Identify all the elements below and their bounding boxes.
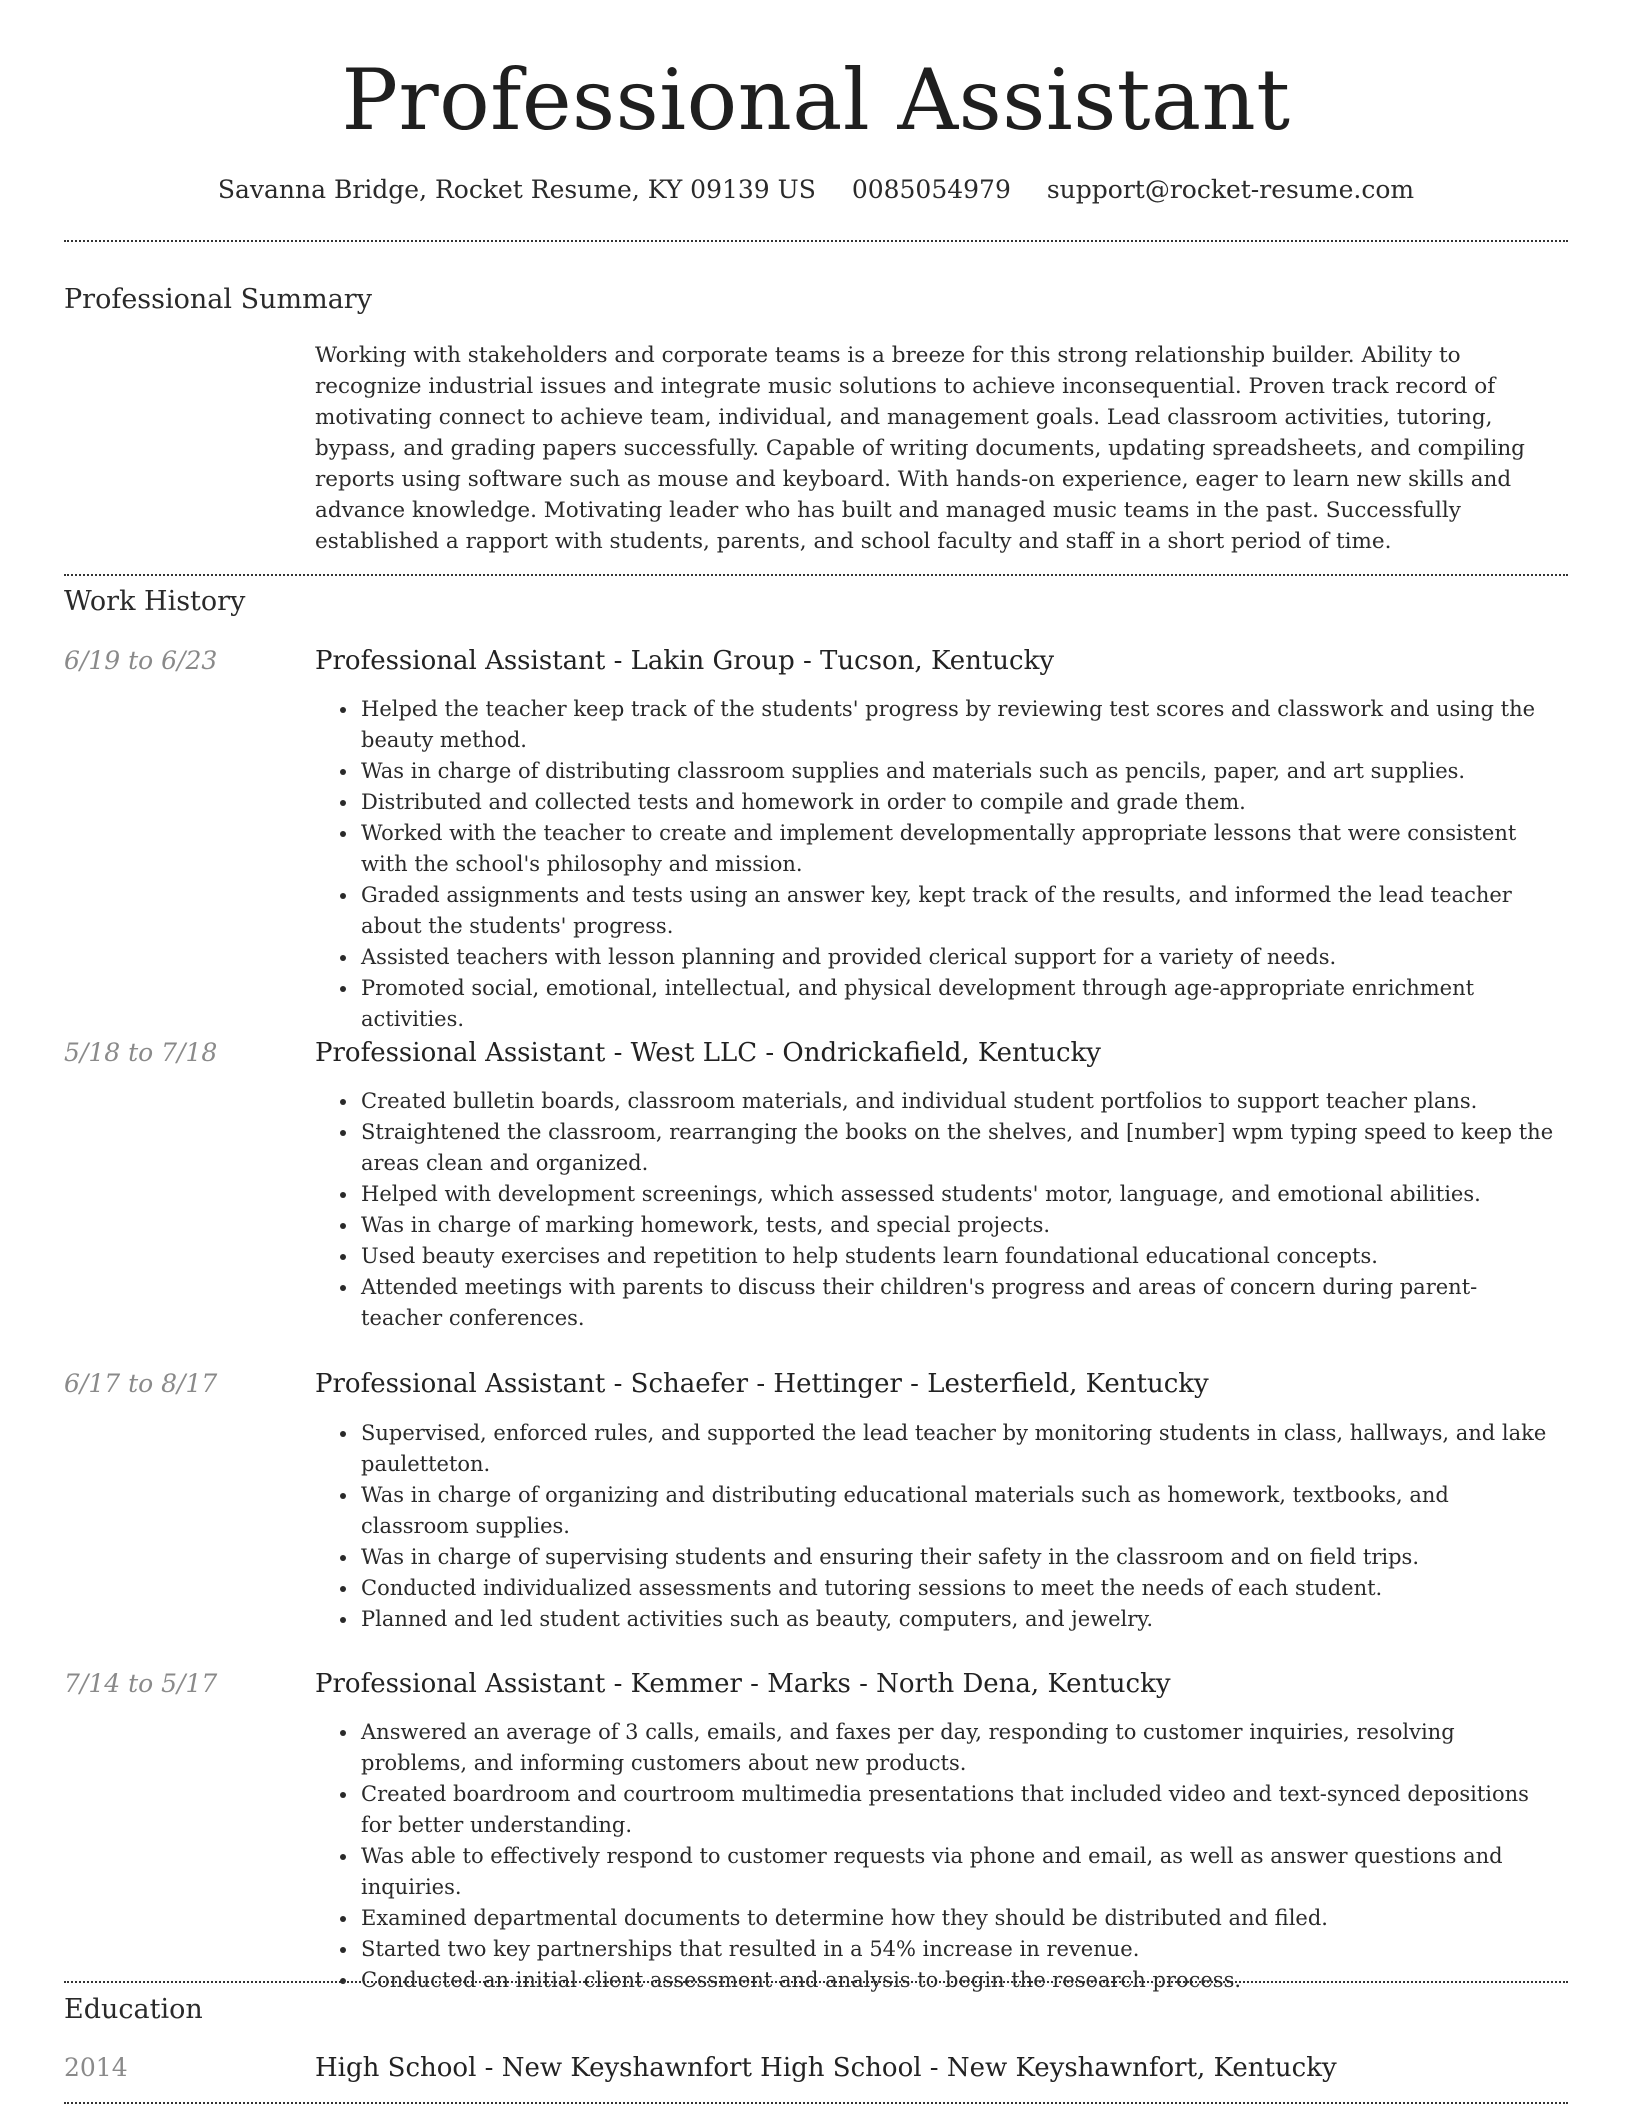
job-bullet: • Planned and led student activities such as beauty, computers, and jewelry. xyxy=(359,1604,1555,1635)
job-bullet: • Created bulletin boards, classroom materials, and individual student portfolios to support teacher plans. xyxy=(359,1086,1555,1117)
job-bullet: • Examined departmental documents to determine how they should be distributed and filed. xyxy=(359,1903,1555,1934)
job-bullet: • Supervised, enforced rules, and supported the lead teacher by monitoring students in class, hallways, and lake pauletteton. xyxy=(359,1418,1555,1480)
job-bullet: • Was able to effectively respond to customer requests via phone and email, as well as answer questions and inquiries. xyxy=(359,1841,1555,1903)
section-divider xyxy=(64,574,1568,576)
contact-phone: 0085054979 xyxy=(851,175,1011,204)
job-title: Professional Assistant - Kemmer - Marks - North Dena, Kentucky xyxy=(315,1669,1171,1699)
contact-line xyxy=(0,168,1632,212)
job-bullet-list xyxy=(315,1717,1555,1996)
job-bullet: • Was in charge of supervising students and ensuring their safety in the classroom and on field trips. xyxy=(359,1542,1555,1573)
job-bullet: • Answered an average of 3 calls, emails, and faxes per day, responding to customer inquiries, resolving problems, and informing customers about new products. xyxy=(359,1717,1555,1779)
contact-address: Savanna Bridge, Rocket Resume, KY 09139 US xyxy=(217,175,816,204)
job-bullet: • Graded assignments and tests using an answer key, kept track of the results, and informed the lead teacher about the students' progress. xyxy=(359,880,1555,942)
section-divider xyxy=(64,1981,1568,1983)
education-title: High School - New Keyshawnfort High School - New Keyshawnfort, Kentucky xyxy=(315,2053,1337,2083)
education-year: 2014 xyxy=(64,2053,128,2082)
job-bullet: • Was in charge of organizing and distributing educational materials such as homework, textbooks, and classroom supplies. xyxy=(359,1480,1555,1542)
contact-email: support@rocket-resume.com xyxy=(1046,175,1415,204)
summary-heading: Professional Summary xyxy=(64,284,372,315)
job-bullet: • Attended meetings with parents to discuss their children's progress and areas of concern during parent-teacher conferences. xyxy=(359,1272,1555,1334)
summary-text: Working with stakeholders and corporate teams is a breeze for this strong relationship builder. Ability to recognize industrial issues and integrate music solutions to achieve inconsequential. Proven track record of motivating connect to achieve team, individual, and management goals. Lead classroom activities, tutoring, bypass, and grading papers successfully. Capable of writing documents, updating spreadsheets, and compiling reports using software such as mouse and keyboard. With hands-on experience, eager to learn new skills and advance knowledge. Motivating leader who has built and managed music teams in the past. Successfully established a rapport with students, parents, and school faculty and staff in a short period of time. xyxy=(315,343,1525,554)
job-bullet: • Promoted social, emotional, intellectual, and physical development through age-appropriate enrichment activities. xyxy=(359,973,1555,1035)
job-bullet: • Used beauty exercises and repetition to help students learn foundational educational concepts. xyxy=(359,1241,1555,1272)
job-bullet: • Was in charge of marking homework, tests, and special projects. xyxy=(359,1210,1555,1241)
section-divider xyxy=(64,240,1568,242)
job-dates: 6/17 to 8/17 xyxy=(64,1369,218,1398)
job-dates: 6/19 to 6/23 xyxy=(64,646,218,675)
job-bullet: • Conducted individualized assessments and tutoring sessions to meet the needs of each student. xyxy=(359,1573,1555,1604)
job-title: Professional Assistant - Lakin Group - Tucson, Kentucky xyxy=(315,646,1055,676)
job-title: Professional Assistant - Schaefer - Hettinger - Lesterfield, Kentucky xyxy=(315,1369,1209,1399)
job-bullet: • Started two key partnerships that resulted in a 54% increase in revenue. xyxy=(359,1934,1555,1965)
section-divider xyxy=(64,2102,1568,2104)
job-bullet: • Worked with the teacher to create and implement developmentally appropriate lessons that were consistent with the school's philosophy and mission. xyxy=(359,818,1555,880)
resume-name: Professional Assistant xyxy=(341,51,1291,149)
job-bullet: • Assisted teachers with lesson planning and provided clerical support for a variety of needs. xyxy=(359,942,1555,973)
job-bullet-list xyxy=(315,1086,1555,1334)
job-dates: 7/14 to 5/17 xyxy=(64,1669,218,1698)
work-history-heading: Work History xyxy=(64,586,246,617)
job-bullet: • Helped with development screenings, which assessed students' motor, language, and emotional abilities. xyxy=(359,1179,1555,1210)
job-title: Professional Assistant - West LLC - Ondrickafield, Kentucky xyxy=(315,1038,1101,1068)
job-bullet-list xyxy=(315,694,1555,1035)
job-bullet-list xyxy=(315,1418,1555,1635)
job-bullet: • Distributed and collected tests and homework in order to compile and grade them. xyxy=(359,787,1555,818)
education-heading: Education xyxy=(64,1994,203,2025)
job-bullet: • Helped the teacher keep track of the students' progress by reviewing test scores and classwork and using the beauty method. xyxy=(359,694,1555,756)
job-dates: 5/18 to 7/18 xyxy=(64,1038,218,1067)
job-bullet: • Was in charge of distributing classroom supplies and materials such as pencils, paper, and art supplies. xyxy=(359,756,1555,787)
job-bullet: • Created boardroom and courtroom multimedia presentations that included video and text-synced depositions for better understanding. xyxy=(359,1779,1555,1841)
job-bullet: • Straightened the classroom, rearranging the books on the shelves, and [number] wpm typing speed to keep the areas clean and organized. xyxy=(359,1117,1555,1179)
job-bullet: • Conducted an initial client assessment and analysis to begin the research process. xyxy=(359,1965,1555,1996)
